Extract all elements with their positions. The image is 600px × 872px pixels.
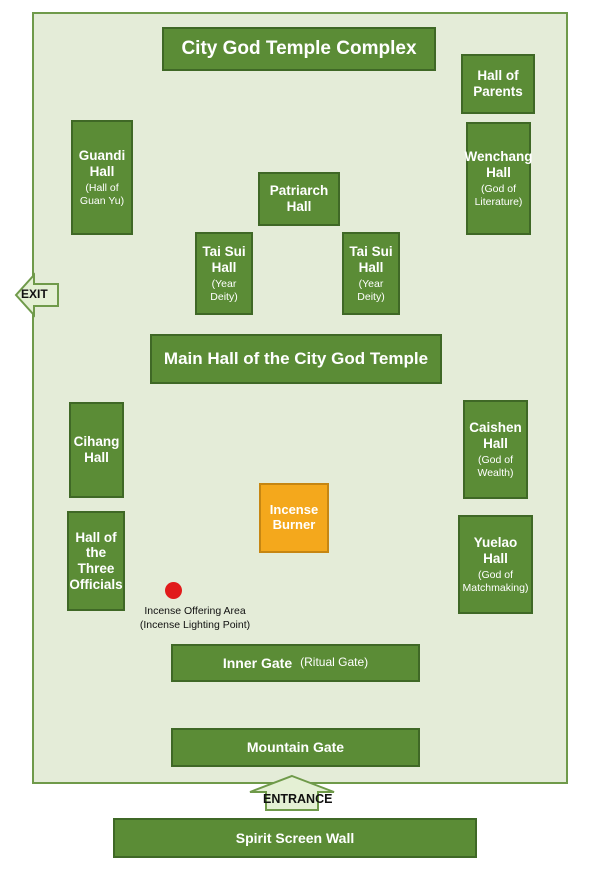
caishen-hall-label: Caishen Hall — [469, 420, 522, 451]
main-hall-label: Main Hall of the City God Temple — [163, 349, 429, 369]
wenchang-hall-desc: (God of Literature) — [474, 183, 523, 208]
hall-of-three-officials[interactable] — [67, 511, 125, 611]
wenchang-hall-label: Wenchang Hall — [464, 149, 533, 180]
yuelao-hall-desc: (God of Matchmaking) — [462, 569, 529, 594]
yuelao-hall[interactable] — [458, 515, 533, 614]
wenchang-hall[interactable] — [466, 122, 531, 235]
exit-label: EXIT — [21, 287, 48, 301]
yuelao-hall-label: Yuelao Hall — [473, 535, 518, 566]
tai-sui-hall-right[interactable] — [342, 232, 400, 315]
main-hall[interactable] — [150, 334, 442, 384]
incense-burner[interactable] — [259, 483, 329, 553]
tai-sui-hall-left[interactable] — [195, 232, 253, 315]
hall-of-parents[interactable] — [461, 54, 535, 114]
incense-lighting-point-marker[interactable] — [165, 582, 182, 599]
tai-sui-hall-left-desc: (Year Deity) — [210, 278, 238, 303]
tai-sui-hall-right-label: Tai Sui Hall — [349, 244, 393, 275]
patriarch-hall-label: Patriarch Hall — [269, 183, 329, 214]
mountain-gate-label: Mountain Gate — [246, 739, 345, 756]
guandi-hall-desc: (Hall of Guan Yu) — [79, 182, 125, 207]
hall-of-parents-label: Hall of Parents — [473, 68, 523, 99]
patriarch-hall[interactable] — [258, 172, 340, 226]
spirit-screen-wall[interactable] — [113, 818, 477, 858]
tai-sui-hall-right-desc: (Year Deity) — [357, 278, 385, 303]
entrance-label: ENTRANCE — [263, 792, 333, 806]
inner-gate[interactable] — [171, 644, 420, 682]
spirit-screen-wall-label: Spirit Screen Wall — [235, 829, 355, 846]
incense-burner-label: Incense Burner — [269, 502, 319, 532]
caishen-hall[interactable] — [463, 400, 528, 499]
guandi-hall[interactable] — [71, 120, 133, 235]
incense-offering-area-label — [120, 605, 270, 632]
tai-sui-hall-left-label: Tai Sui Hall — [202, 244, 246, 275]
hall-of-three-officials-label: Hall of the Three Officials — [69, 529, 123, 592]
mountain-gate[interactable] — [171, 728, 420, 767]
cihang-hall-label: Cihang Hall — [73, 434, 120, 465]
inner-gate-desc: (Ritual Gate) — [300, 655, 369, 670]
compound-title-text: City God Temple Complex — [181, 38, 417, 60]
compound-title — [162, 27, 436, 71]
incense-offering-area-text: Incense Offering Area (Incense Lighting Point) — [139, 605, 251, 631]
cihang-hall[interactable] — [69, 402, 124, 498]
guandi-hall-label: Guandi Hall — [78, 148, 126, 179]
inner-gate-label: Inner Gate — [222, 654, 293, 671]
caishen-hall-desc: (God of Wealth) — [477, 454, 514, 479]
